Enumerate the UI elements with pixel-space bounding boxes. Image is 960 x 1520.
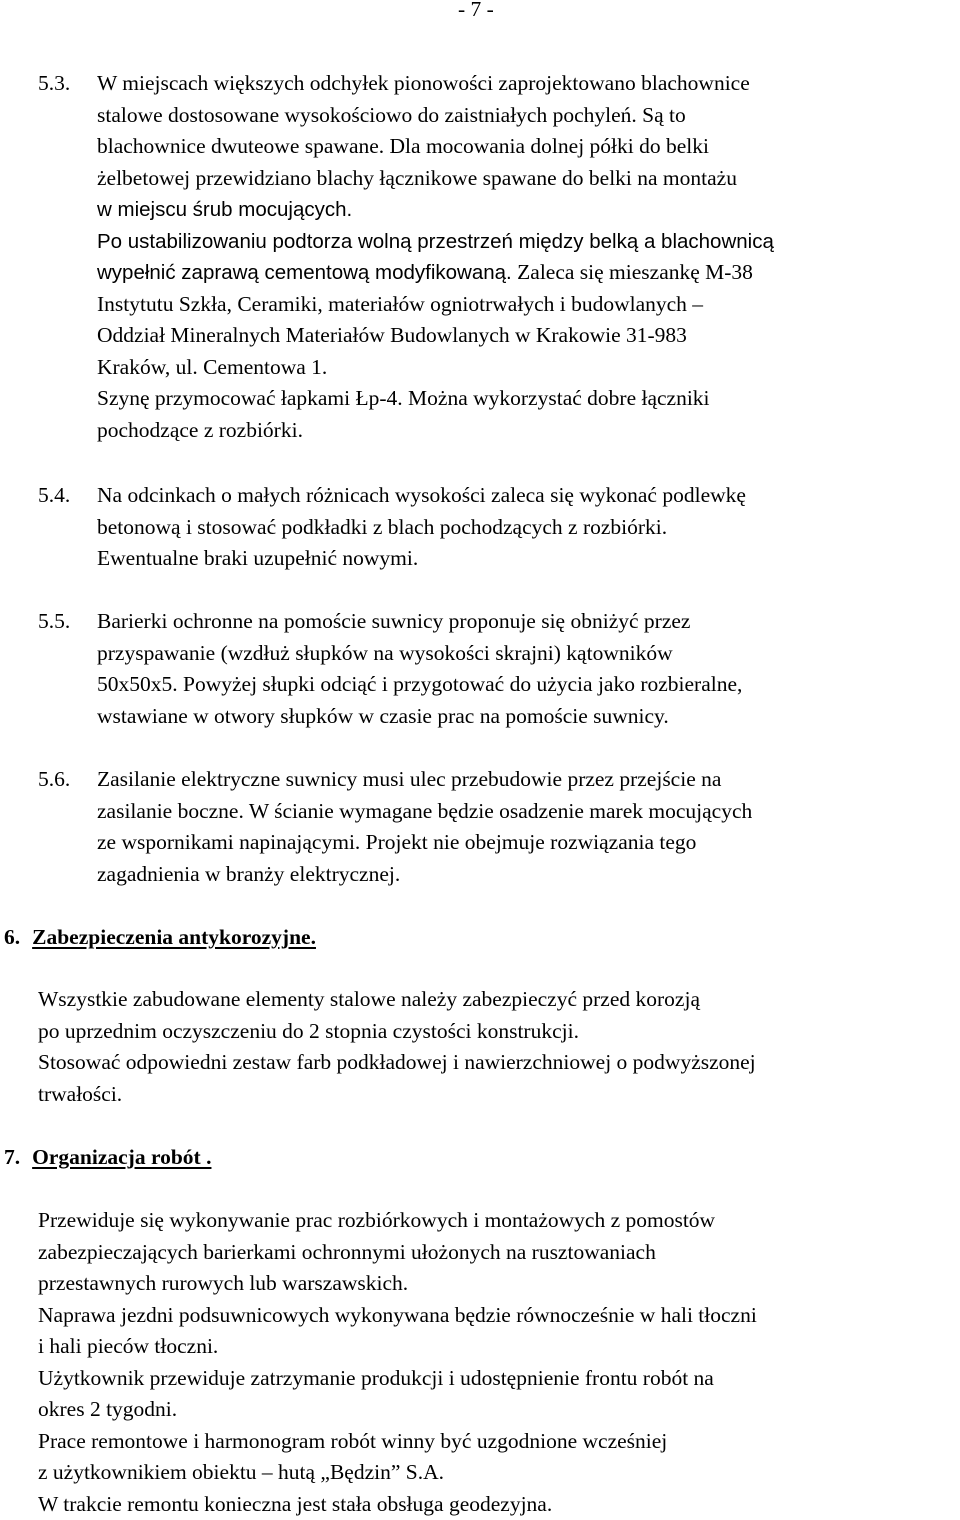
heading-title: Organizacja robót . bbox=[32, 1145, 211, 1169]
heading-6 bbox=[4, 922, 316, 954]
text-fragment: Zaleca się mieszankę M-38 bbox=[512, 260, 753, 284]
text-line: Szynę przymocować łapkami Łp-4. Można wykorzystać dobre łączniki bbox=[97, 383, 960, 415]
section-5-3 bbox=[38, 68, 960, 446]
heading-number: 6. bbox=[4, 925, 20, 949]
text-line: w miejscu śrub mocujących. bbox=[97, 194, 960, 226]
section-5-6 bbox=[38, 764, 960, 890]
text-line: W miejscach większych odchyłek pionowości zaprojektowano blachownice bbox=[97, 68, 960, 100]
section-number: 5.4. bbox=[38, 480, 70, 512]
text-line: Ewentualne braki uzupełnić nowymi. bbox=[97, 543, 960, 575]
text-line: Przewiduje się wykonywanie prac rozbiórkowych i montażowych z pomostów bbox=[38, 1205, 960, 1237]
section-number: 5.6. bbox=[38, 764, 70, 796]
text-line: Barierki ochronne na pomoście suwnicy proponuje się obniżyć przez bbox=[97, 606, 960, 638]
text-line: zagadnienia w branży elektrycznej. bbox=[97, 859, 960, 891]
heading-number: 7. bbox=[4, 1145, 20, 1169]
text-line: Instytutu Szkła, Ceramiki, materiałów ogniotrwałych i budowlanych – bbox=[97, 289, 960, 321]
text-line: pochodzące z rozbiórki. bbox=[97, 415, 960, 447]
text-line: zasilanie boczne. W ścianie wymagane będzie osadzenie marek mocujących bbox=[97, 796, 960, 828]
heading-title: Zabezpieczenia antykorozyjne. bbox=[32, 925, 316, 949]
text-line: Prace remontowe i harmonogram robót winny być uzgodnione wcześniej bbox=[38, 1426, 960, 1458]
text-line: 50x50x5. Powyżej słupki odciąć i przygotować do użycia jako rozbieralne, bbox=[97, 669, 960, 701]
section-number: 5.3. bbox=[38, 68, 70, 100]
text-line: i hali pieców tłoczni. bbox=[38, 1331, 960, 1363]
text-line: zabezpieczających barierkami ochronnymi ułożonych na rusztowaniach bbox=[38, 1237, 960, 1269]
text-line: z użytkownikiem obiektu – hutą „Będzin” S.A. bbox=[38, 1457, 960, 1489]
text-line: Po ustabilizowaniu podtorza wolną przestrzeń między belką a blachownicą bbox=[97, 226, 960, 258]
text-line: żelbetowej przewidziano blachy łącznikowe spawane do belki na montażu bbox=[97, 163, 960, 195]
text-line: Stosować odpowiedni zestaw farb podkładowej i nawierzchniowej o podwyższonej bbox=[38, 1047, 960, 1079]
text-line: ze wspornikami napinającymi. Projekt nie obejmuje rozwiązania tego bbox=[97, 827, 960, 859]
text-line: wstawiane w otwory słupków w czasie prac na pomoście suwnicy. bbox=[97, 701, 960, 733]
text-line: trwałości. bbox=[38, 1079, 960, 1111]
page-number: - 7 - bbox=[458, 0, 494, 26]
heading-7 bbox=[4, 1142, 211, 1174]
text-line: po uprzednim oczyszczeniu do 2 stopnia czystości konstrukcji. bbox=[38, 1016, 960, 1048]
text-line: blachownice dwuteowe spawane. Dla mocowania dolnej półki do belki bbox=[97, 131, 960, 163]
section-number: 5.5. bbox=[38, 606, 70, 638]
text-line: Użytkownik przewiduje zatrzymanie produkcji i udostępnienie frontu robót na bbox=[38, 1363, 960, 1395]
section-5-5 bbox=[38, 606, 960, 732]
text-line: W trakcie remontu konieczna jest stała obsługa geodezyjna. bbox=[38, 1489, 960, 1520]
text-line: Zasilanie elektryczne suwnicy musi ulec przebudowie przez przejście na bbox=[97, 764, 960, 796]
text-line: Na odcinkach o małych różnicach wysokości zaleca się wykonać podlewkę bbox=[97, 480, 960, 512]
text-line: okres 2 tygodni. bbox=[38, 1394, 960, 1426]
text-fragment: wypełnić zaprawą cementową modyfikowaną. bbox=[97, 261, 512, 284]
text-line: Kraków, ul. Cementowa 1. bbox=[97, 352, 960, 384]
text-line: przyspawanie (wzdłuż słupków na wysokości skrajni) kątowników bbox=[97, 638, 960, 670]
text-line: Oddział Mineralnych Materiałów Budowlanych w Krakowie 31-983 bbox=[97, 320, 960, 352]
text-line: betonową i stosować podkładki z blach pochodzących z rozbiórki. bbox=[97, 512, 960, 544]
text-line: Naprawa jezdni podsuwnicowych wykonywana będzie równocześnie w hali tłoczni bbox=[38, 1300, 960, 1332]
text-line: przestawnych rurowych lub warszawskich. bbox=[38, 1268, 960, 1300]
section-5-4 bbox=[38, 480, 960, 575]
text-line bbox=[97, 257, 960, 289]
text-line: Wszystkie zabudowane elementy stalowe należy zabezpieczyć przed korozją bbox=[38, 984, 960, 1016]
text-line: stalowe dostosowane wysokościowo do zaistniałych pochyleń. Są to bbox=[97, 100, 960, 132]
paragraph-7 bbox=[38, 1205, 960, 1520]
paragraph-6 bbox=[38, 984, 960, 1110]
